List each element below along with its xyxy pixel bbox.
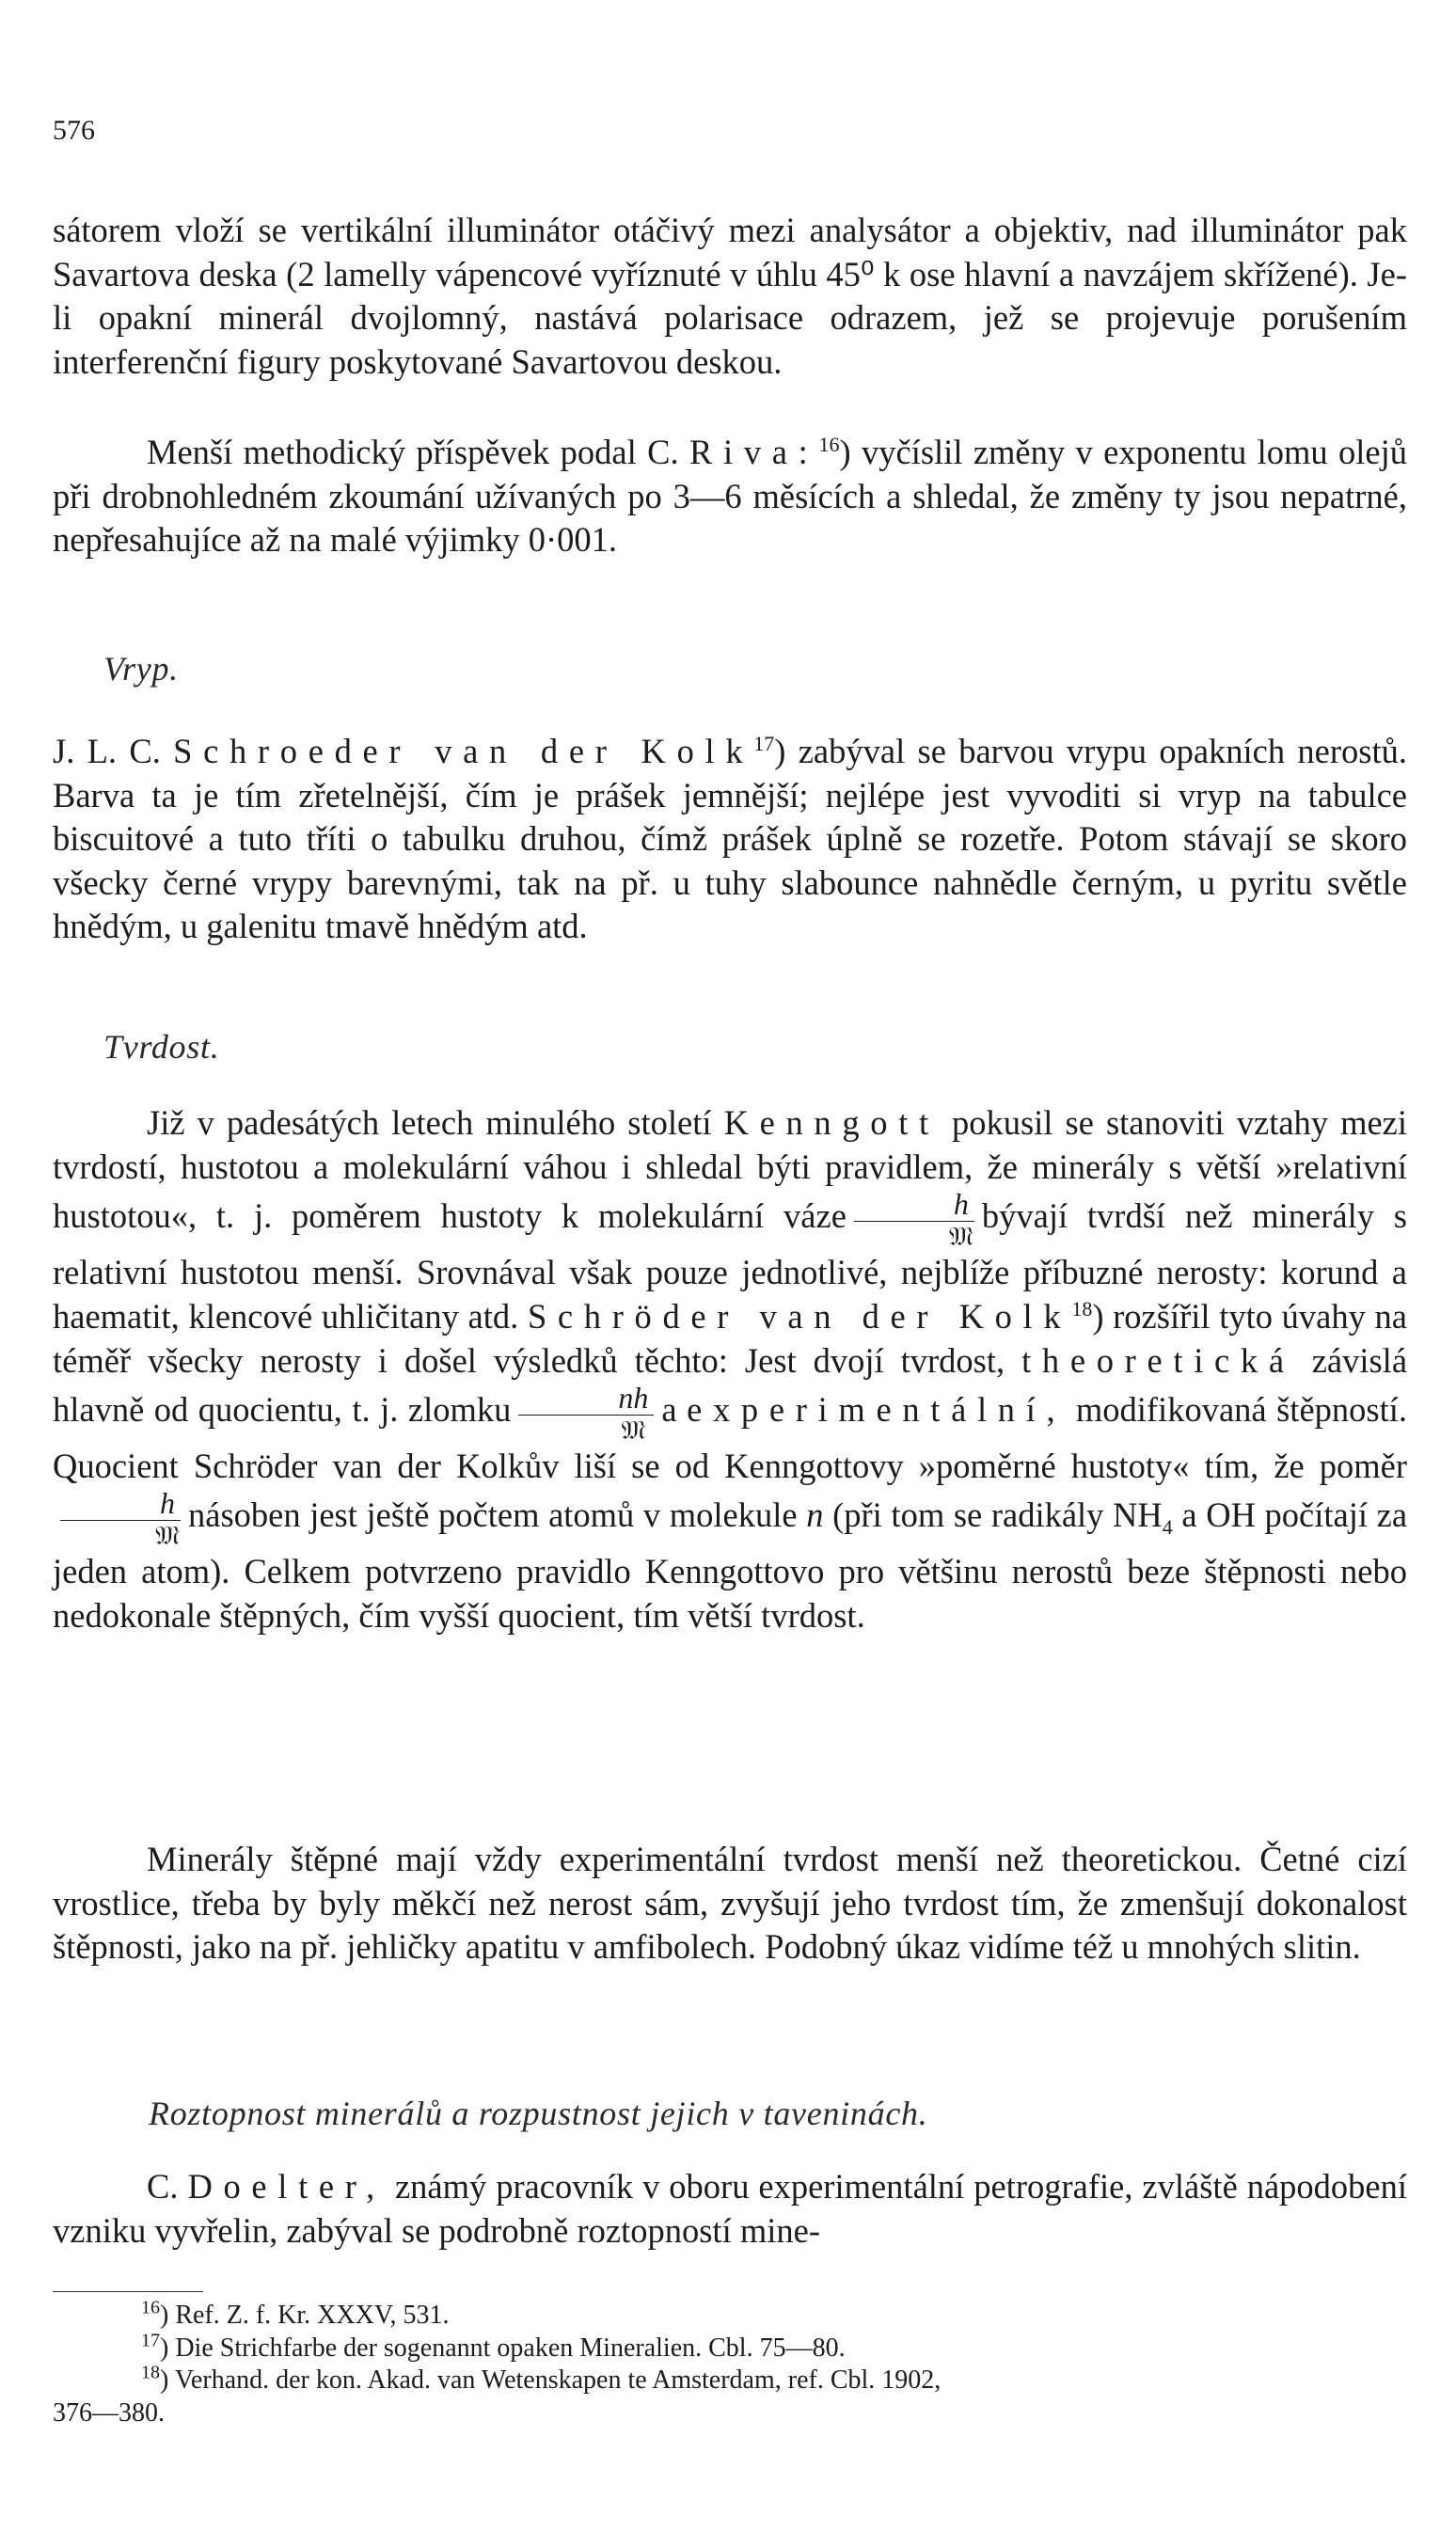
page-number: 576 [53, 115, 95, 146]
section-heading-tvrdost: Tvrdost. [103, 1028, 220, 1066]
paragraph-text: C. Doelter, známý pracovník v oboru experimentální petrografie, zvláště nápodobení vzniku vyvřelin, zabýval se podrobně roztopností mine- [53, 2167, 1408, 2250]
section-heading-roztopnost: Roztopnost minerálů a rozpustnost jejich v taveninách. [149, 2095, 928, 2132]
subscript-4: 4 [1162, 1515, 1173, 1540]
section-heading-vryp: Vryp. [103, 650, 179, 688]
footnote-ref-16[interactable]: 16 [818, 432, 840, 456]
symbol-n: n [806, 1495, 824, 1534]
term-theoreticka: theoretická [1021, 1341, 1295, 1380]
author-riva: Riva: [688, 433, 819, 471]
footnote-divider [53, 2291, 203, 2292]
footnote-ref-17[interactable]: 17 [753, 731, 775, 755]
paragraph-riva [53, 431, 1407, 562]
footnote-17: $^{17}$) Die Strichfarbe der sogenannt opaken Mineralien. Cbl. 75—80. [141, 2330, 846, 2363]
paragraph-text: sátorem vloží se vertikální illuminátor otáčivý mezi analysátor a objektiv, nad illuminátor pak Savartova deska (2 lamelly vápencové vyříznuté v úhlu 45⁰ k ose hlavní a navzájem skřížené). Je-li opakní minerál dvojlomný, nastává polarisace odrazem, jež se projevuje porušením interferenční figury poskytované Savartovou deskou. [53, 211, 1407, 381]
author-schroder: Schröder van der Kolk [527, 1297, 1072, 1336]
fraction-nh-over-m: $\frac{nh}{\text{𝔐}}$ [518, 1383, 654, 1444]
footnote-ref-18[interactable]: 18 [1071, 1296, 1093, 1321]
paragraph-text: J. L. C. Schroeder van der Kolk$^{17}$) zabýval se barvou vrypu opakních nerostů. Barva ta je tím zřetelnější, čím je prášek jemnější; nejlépe jest vyvoditi si vryp na tabulce biscuitové a tuto tříti o tabulku druhou, čímž prášek úplně se rozetře. Potom stávají se skoro všecky černé vrypy barevnými, tak na př. u tuhy slabounce nahnědle černým, u pyritu světle hnědým, u galenitu tmavě hnědým atd. [53, 731, 1407, 945]
author-doelter: Doelter, [187, 2167, 386, 2206]
paragraph-stepne [53, 1838, 1407, 1970]
footnote-18: $^{18}$) Verhand. der kon. Akad. van Wetenskapen te Amsterdam, ref. Cbl. 1902, [141, 2362, 942, 2395]
paragraph-text: Minerály štěpné mají vždy experimentální tvrdost menší než theoretickou. Četné cizí vrostlice, třeba by byly měkčí než nerost sám, zvyšují jeho tvrdost tím, že zmenšují dokonalost štěpnosti, jako na př. jehličky apatitu v amfibolech. Podobný úkaz vidíme též u mnohých slitin. [53, 1840, 1407, 1966]
fraction-h-over-m: $\frac{h}{\text{𝔐}}$ [854, 1189, 974, 1250]
author-schroeder: Schroeder van der Kolk [173, 732, 754, 770]
footnote-16: $^{16}$) Ref. Z. f. Kr. XXXV, 531. [141, 2297, 450, 2330]
paragraph-schroeder-vryp [53, 730, 1407, 949]
paragraph-polarisation [53, 209, 1407, 384]
term-experimentalni: experimentální, [687, 1389, 1067, 1429]
paragraph-text: Již v padesátých letech minulého století Kenngott pokusil se stanoviti vztahy mezi tvrdostí, hustotou a molekulární váhou i shledal býti pravidlem, že minerály s větší »relativní hustotou«, t. j. poměrem hustoty k molekulární váze $\frac{h}{\text{𝔐}}$ bývají tvrdší než minerály s relativní hustotou menší. Srovnával však pouze jednotlivé, nejblíže příbuzné nerosty: korund a haematit, klencové uhličitany atd. Schröder van der Kolk$^{18}$) rozšířil tyto úvahy na téměř všecky nerosty i došel výsledků těchto: Jest dvojí tvrdost, theoretická závislá hlavně od quocientu, t. j. zlomku $\frac{nh}{\text{𝔐}}$ a experimentální, modifikovaná štěpností. Quocient Schröder van der Kolkův liší se od Kenngottovy »poměrné hustoty« tím, že poměr $\frac{h}{\text{𝔐}}$ násoben jest ještě počtem atomů v molekule n (při tom se radikály $NH_4$ a OH počítají za jeden atom). Celkem potvrzeno pravidlo Kenngottovo pro většinu nerostů beze štěpnosti nebo nedokonale štěpných, čím vyšší quocient, tím větší tvrdost. [53, 1103, 1408, 1636]
footnote-18-continuation: 376—380. [53, 2397, 165, 2428]
author-kenngott: Kenngott [723, 1103, 940, 1142]
paragraph-tvrdost [53, 1100, 1407, 1637]
fraction-h-over-m-2: $\frac{h}{\text{𝔐}}$ [60, 1488, 181, 1549]
paragraph-text: Menší methodický příspěvek podal C. Riva:$^{16}$) vyčíslil změny v exponentu lomu olejů při drobnohledném zkoumání užívaných po 3—6 měsících a shledal, že změny ty jsou nepatrné, nepřesahujíce až na malé výjimky 0·001. [53, 432, 1407, 559]
footnotes [53, 2297, 1407, 2429]
paragraph-doelter [53, 2165, 1407, 2253]
